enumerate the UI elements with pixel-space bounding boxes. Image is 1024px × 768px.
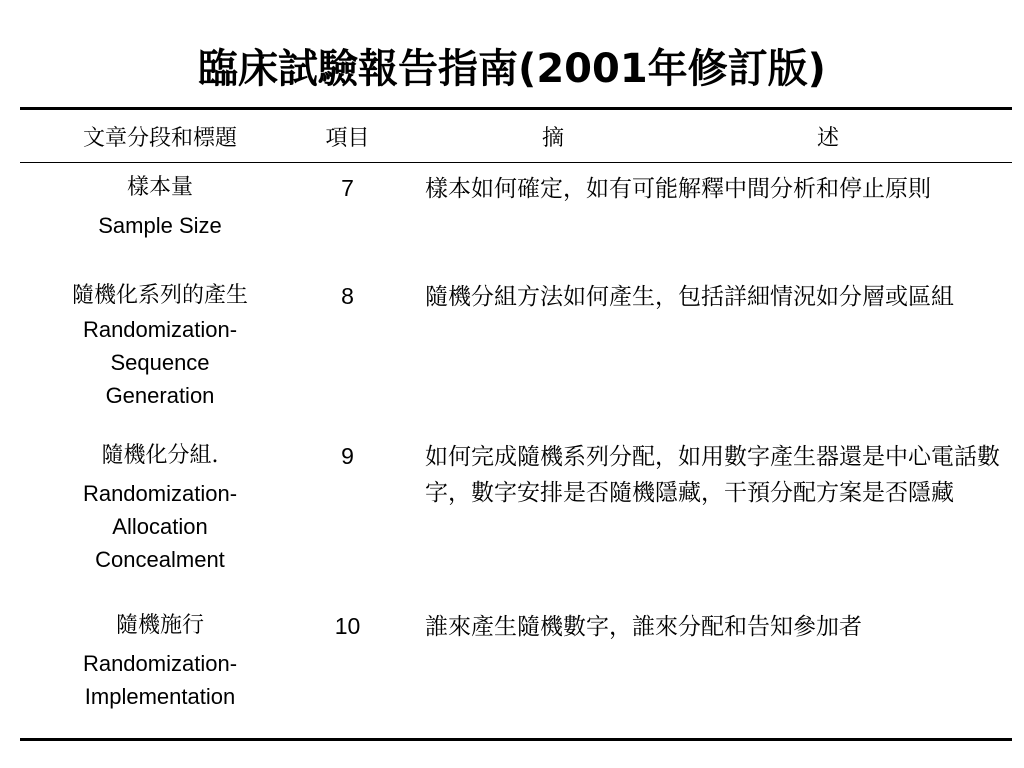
item-number: 9 (341, 443, 354, 469)
table-row (20, 163, 1012, 272)
table-header-row (20, 109, 1012, 163)
segment-zh: 隨機化分組. (101, 443, 219, 468)
description-cell: 樣本如何確定，如有可能解釋中間分析和停止原則 (425, 176, 931, 202)
segment-cell (20, 163, 300, 272)
guideline-table (20, 107, 1012, 741)
header-segment: 文章分段和標題 (20, 109, 300, 163)
header-item: 項目 (300, 109, 395, 163)
item-number: 8 (341, 283, 354, 309)
segment-cell (20, 431, 300, 601)
segment-zh: 隨機化系列的產生 (71, 283, 248, 308)
description-cell: 隨機分組方法如何產生，包括詳細情況如分層或區組 (425, 284, 954, 310)
table-row (20, 271, 1012, 431)
description-cell: 誰來產生隨機數字，誰來分配和告知參加者 (425, 614, 862, 640)
header-summary-right: 述 (816, 125, 839, 151)
description-cell: 如何完成隨機系列分配，如用數字產生器還是中心電話數字，數字安排是否隨機隱藏，干預分配方案是否隱藏 (425, 444, 1000, 506)
item-number: 7 (341, 175, 354, 201)
page-title: 臨床試驗報告指南(2001年修訂版) (198, 45, 826, 92)
segment-cell (20, 601, 300, 740)
segment-zh: 隨機施行 (115, 613, 204, 638)
segment-en: Randomization-Allocation Concealment (82, 481, 238, 572)
header-summary (395, 109, 1012, 163)
header-summary-left: 摘 (541, 125, 564, 151)
table-row (20, 431, 1012, 601)
segment-cell (20, 271, 300, 431)
table-row (20, 601, 1012, 740)
segment-en: Randomization-Implementation (82, 651, 238, 709)
segment-en: Sample Size (98, 213, 222, 238)
item-number: 10 (334, 613, 361, 639)
segment-zh: 樣本量 (126, 175, 193, 200)
segment-en: Randomization-Sequence Generation (82, 317, 238, 408)
